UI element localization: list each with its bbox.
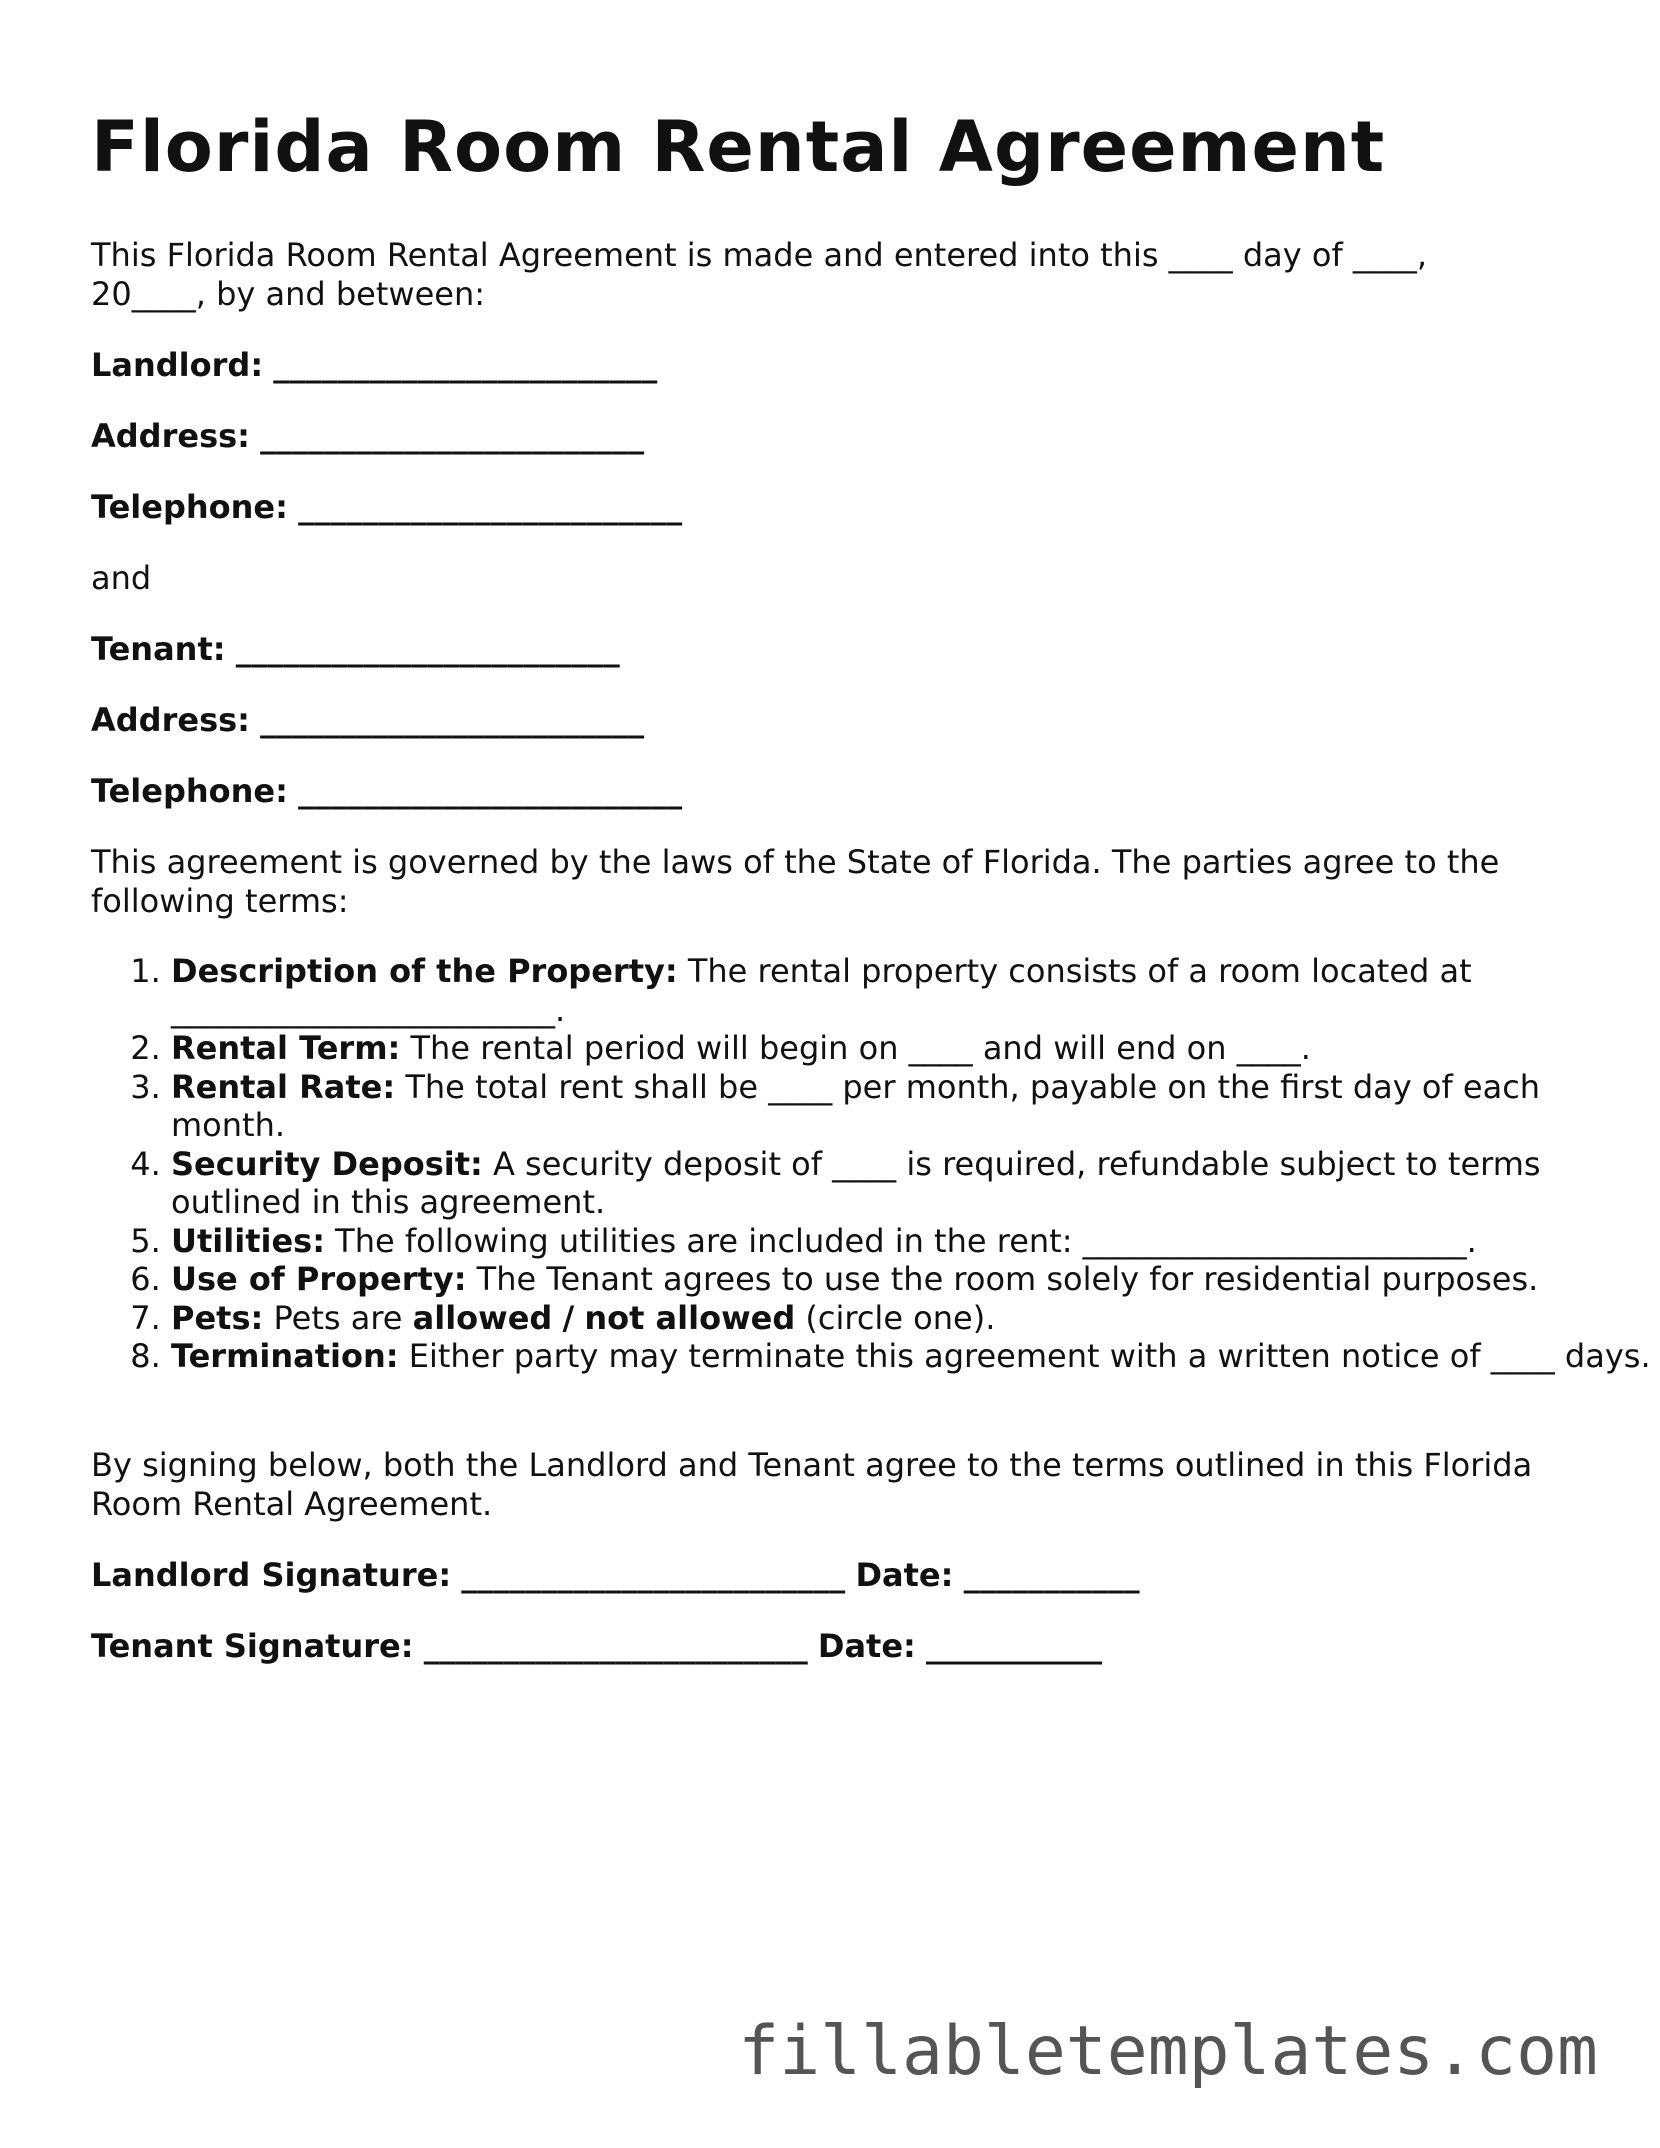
term-item-security-deposit (171, 1145, 1651, 1222)
closing-line-1: By signing below, both the Landlord and Tenant agree to the terms outlined in this Florida (91, 1446, 1533, 1484)
tenant-signature-blank[interactable]: ________________________ (423, 1627, 808, 1665)
governing-line-2: following terms: (91, 882, 349, 920)
term-text-post: (circle one). (805, 1298, 996, 1337)
landlord-date-label: Date: (855, 1556, 954, 1594)
landlord-signature-row (91, 1556, 1140, 1595)
term-item-termination (171, 1337, 1651, 1376)
tenant-date-label: Date: (817, 1627, 916, 1665)
and-text: and (91, 559, 152, 597)
term-text: The following utilities are included in the rent: ________________________. (335, 1221, 1477, 1260)
tenant-telephone-label: Telephone: (91, 772, 288, 810)
term-title: Rental Rate: (171, 1067, 396, 1106)
intro-paragraph (91, 236, 1571, 314)
landlord-telephone-label: Telephone: (91, 488, 288, 526)
landlord-address-blank[interactable]: ________________________ (260, 417, 645, 455)
intro-line-2: 20____, by and between: (91, 275, 486, 313)
landlord-date-blank[interactable]: ___________ (963, 1556, 1140, 1594)
landlord-address-field[interactable] (91, 417, 644, 456)
term-title: Rental Term: (171, 1029, 401, 1067)
term-item-use-of-property (171, 1260, 1651, 1299)
term-item-rental-term (171, 1029, 1651, 1068)
governing-line-1: This agreement is governed by the laws of the State of Florida. The parties agree to the (91, 843, 1500, 881)
tenant-address-label: Address: (91, 701, 250, 739)
term-text: The Tenant agrees to use the room solely for residential purposes. (476, 1260, 1539, 1298)
watermark-text: fillabletemplates.com (738, 2012, 1598, 2091)
term-text: The rental property consists of a room located at (687, 952, 1472, 990)
tenant-name-field[interactable] (91, 630, 620, 669)
term-text-pre: Pets are (273, 1298, 403, 1337)
landlord-blank[interactable]: ________________________ (273, 346, 658, 384)
tenant-blank[interactable]: ________________________ (235, 630, 620, 668)
landlord-telephone-blank[interactable]: ________________________ (298, 488, 683, 526)
term-title: Utilities: (171, 1221, 325, 1260)
term-item-utilities (171, 1222, 1651, 1261)
tenant-telephone-field[interactable] (91, 772, 682, 811)
tenant-signature-label: Tenant Signature: (91, 1627, 414, 1665)
intro-line-1: This Florida Room Rental Agreement is made and entered into this ____ day of ____, (91, 236, 1428, 274)
term-text: Either party may terminate this agreement with a written notice of ____ days. (408, 1337, 1651, 1375)
term-item-rental-rate (171, 1068, 1651, 1145)
landlord-name-field[interactable] (91, 346, 657, 385)
pets-option-not-allowed[interactable]: not allowed (584, 1298, 796, 1337)
closing-paragraph (91, 1446, 1571, 1524)
landlord-telephone-field[interactable] (91, 488, 682, 527)
term-title: Termination: (171, 1337, 399, 1375)
page-title: Florida Room Rental Agreement (91, 106, 1386, 188)
tenant-signature-row (91, 1627, 1102, 1666)
tenant-address-blank[interactable]: ________________________ (260, 701, 645, 739)
tenant-label: Tenant: (91, 630, 226, 668)
term-title: Pets: (171, 1298, 264, 1337)
term-blank-location[interactable]: ________________________. (171, 990, 566, 1029)
term-item-pets (171, 1299, 1651, 1338)
term-text: The rental period will begin on ____ and will end on ____. (410, 1029, 1311, 1067)
landlord-address-label: Address: (91, 417, 250, 455)
closing-line-2: Room Rental Agreement. (91, 1485, 493, 1523)
term-title: Security Deposit: (171, 1144, 483, 1183)
pets-option-allowed[interactable]: allowed (412, 1298, 553, 1337)
governing-paragraph (91, 843, 1571, 921)
tenant-date-blank[interactable]: ___________ (926, 1627, 1102, 1665)
pets-option-separator: / (562, 1298, 575, 1337)
term-title: Use of Property: (171, 1260, 467, 1298)
term-text: The total rent shall be ____ per month, payable on the first day of each month. (171, 1067, 1541, 1144)
landlord-signature-label: Landlord Signature: (91, 1556, 452, 1594)
term-item-property (171, 952, 1651, 1029)
landlord-signature-blank[interactable]: ________________________ (461, 1556, 846, 1594)
terms-list (91, 952, 1651, 1376)
term-text: A security deposit of ____ is required, refundable subject to terms outlined in this agreement. (171, 1144, 1541, 1221)
tenant-address-field[interactable] (91, 701, 644, 740)
term-title: Description of the Property: (171, 952, 678, 990)
landlord-label: Landlord: (91, 346, 264, 384)
tenant-telephone-blank[interactable]: ________________________ (298, 772, 683, 810)
